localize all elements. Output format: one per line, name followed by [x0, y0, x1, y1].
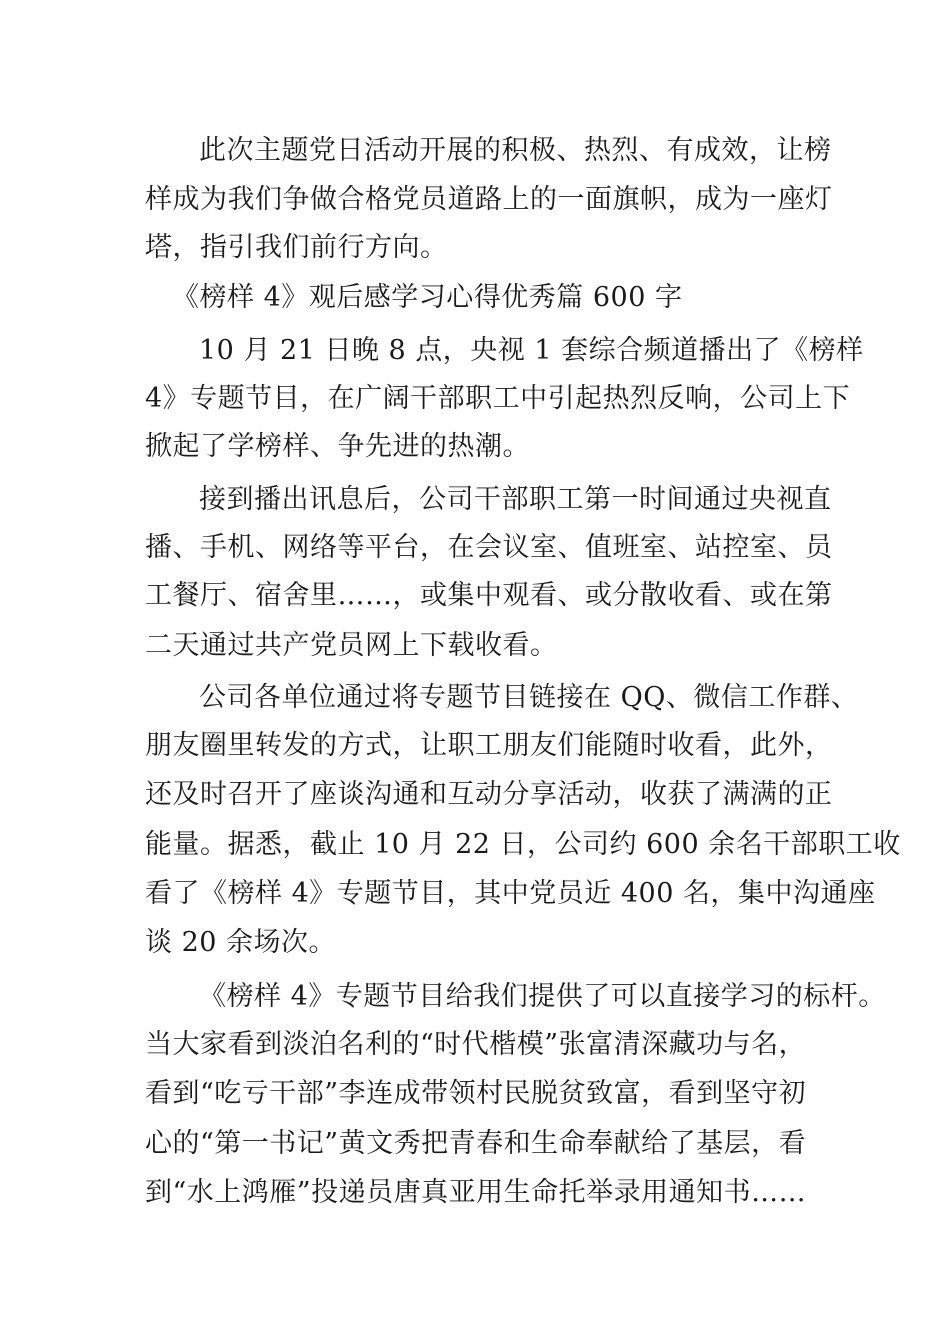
- paragraph-line: 到“水上鸿雁”投递员唐真亚用生命托举录用通知书……: [145, 1177, 807, 1208]
- section-title: 《榜样 4》观后感学习心得优秀篇 600 字: [172, 282, 683, 313]
- paragraph-line: 工餐厅、宿舍里……，或集中观看、或分散收看、或在第: [145, 580, 833, 611]
- paragraph-line: 公司各单位通过将专题节目链接在 QQ、微信工作群、: [199, 682, 859, 713]
- paragraph-line: 能量。据悉，截止 10 月 22 日，公司约 600 余名干部职工收: [145, 829, 901, 860]
- paragraph-line: 《榜样 4》专题节目给我们提供了可以直接学习的标杆。: [199, 981, 886, 1012]
- paragraph-line: 心的“第一书记”黄文秀把青春和生命奉献给了基层，看: [145, 1128, 807, 1159]
- paragraph-line: 看了《榜样 4》专题节目，其中党员近 400 名，集中沟通座: [145, 878, 876, 909]
- paragraph-line: 样成为我们争做合格党员道路上的一面旗帜，成为一座灯: [145, 184, 833, 215]
- paragraph-line: 4》专题节目，在广阔干部职工中引起热烈反响，公司上下: [145, 383, 851, 414]
- paragraph-line: 当大家看到淡泊名利的“时代楷模”张富清深藏功与名，: [145, 1029, 807, 1060]
- paragraph-line: 朋友圈里转发的方式，让职工朋友们能随时收看，此外，: [145, 730, 833, 761]
- paragraph-line: 谈 20 余场次。: [145, 927, 337, 958]
- paragraph-line: 二天通过共产党员网上下载收看。: [145, 630, 558, 661]
- paragraph-line: 看到“吃亏干部”李连成带领村民脱贫致富，看到坚守初: [145, 1078, 807, 1109]
- paragraph-line: 此次主题党日活动开展的积极、热烈、有成效，让榜: [199, 135, 832, 166]
- paragraph-line: 播、手机、网络等平台，在会议室、值班室、站控室、员: [145, 532, 833, 563]
- paragraph-line: 10 月 21 日晚 8 点，央视 1 套综合频道播出了《榜样: [199, 335, 864, 366]
- paragraph-line: 塔，指引我们前行方向。: [145, 232, 448, 263]
- paragraph-line: 还及时召开了座谈沟通和互动分享活动，收获了满满的正: [145, 779, 833, 810]
- paragraph-line: 掀起了学榜样、争先进的热潮。: [145, 431, 530, 462]
- paragraph-line: 接到播出讯息后，公司干部职工第一时间通过央视直: [199, 484, 832, 515]
